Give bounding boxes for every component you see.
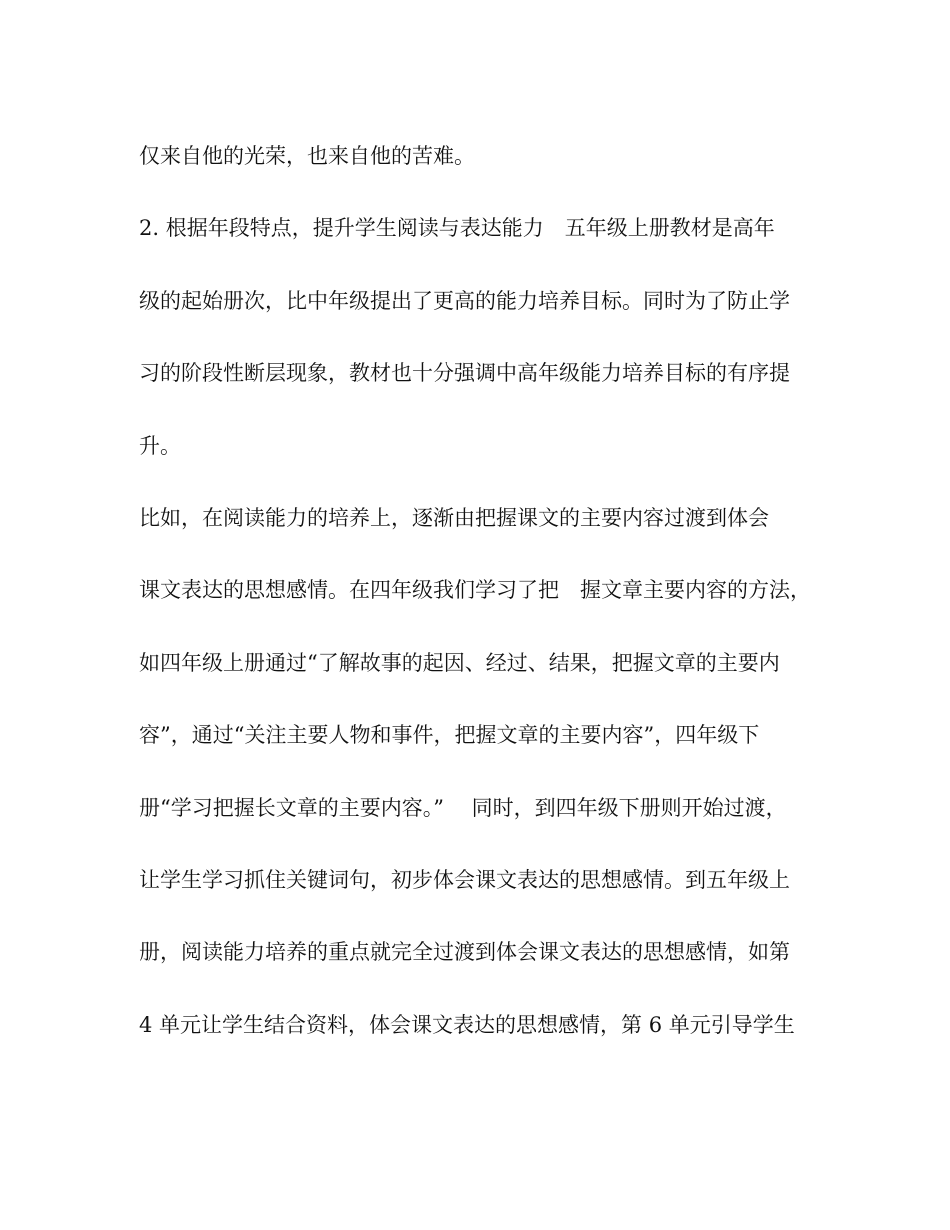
text-line: 习的阶段性断层现象，教材也十分强调中高年级能力培养目标的有序提 xyxy=(139,361,790,386)
text-line: 课文表达的思想感情。在四年级我们学习了把 握文章主要内容的方法， xyxy=(139,578,811,603)
document-body xyxy=(139,138,839,1079)
text-line: 比如，在阅读能力的培养上，逐渐由把握课文的主要内容过渡到体会 xyxy=(139,505,769,530)
text-line: 4 单元让学生结合资料，体会课文表达的思想感情，第 6 单元引导学生 xyxy=(139,1012,795,1037)
text-line: 仅来自他的光荣，也来自他的苦难。 xyxy=(139,144,475,168)
text-line: 容”，通过“关注主要人物和事件，把握文章的主要内容”，四年级下 xyxy=(139,723,760,748)
text-line: 级的起始册次，比中年级提出了更高的能力培养目标。同时为了防止学 xyxy=(139,288,790,313)
text-line: 让学生学习抓住关键词句，初步体会课文表达的思想感情。到五年级上 xyxy=(139,867,790,892)
text-line: 升。 xyxy=(139,433,181,458)
text-line: 2. 根据年段特点，提升学生阅读与表达能力 五年级上册教材是高年 xyxy=(139,216,775,241)
text-line: 如四年级上册通过“了解故事的起因、经过、结果，把握文章的主要内 xyxy=(139,650,780,675)
text-line: 册，阅读能力培养的重点就完全过渡到体会课文表达的思想感情，如第 xyxy=(139,940,790,965)
text-line: 册“学习把握长文章的主要内容。” 同时，到四年级下册则开始过渡， xyxy=(139,795,787,820)
